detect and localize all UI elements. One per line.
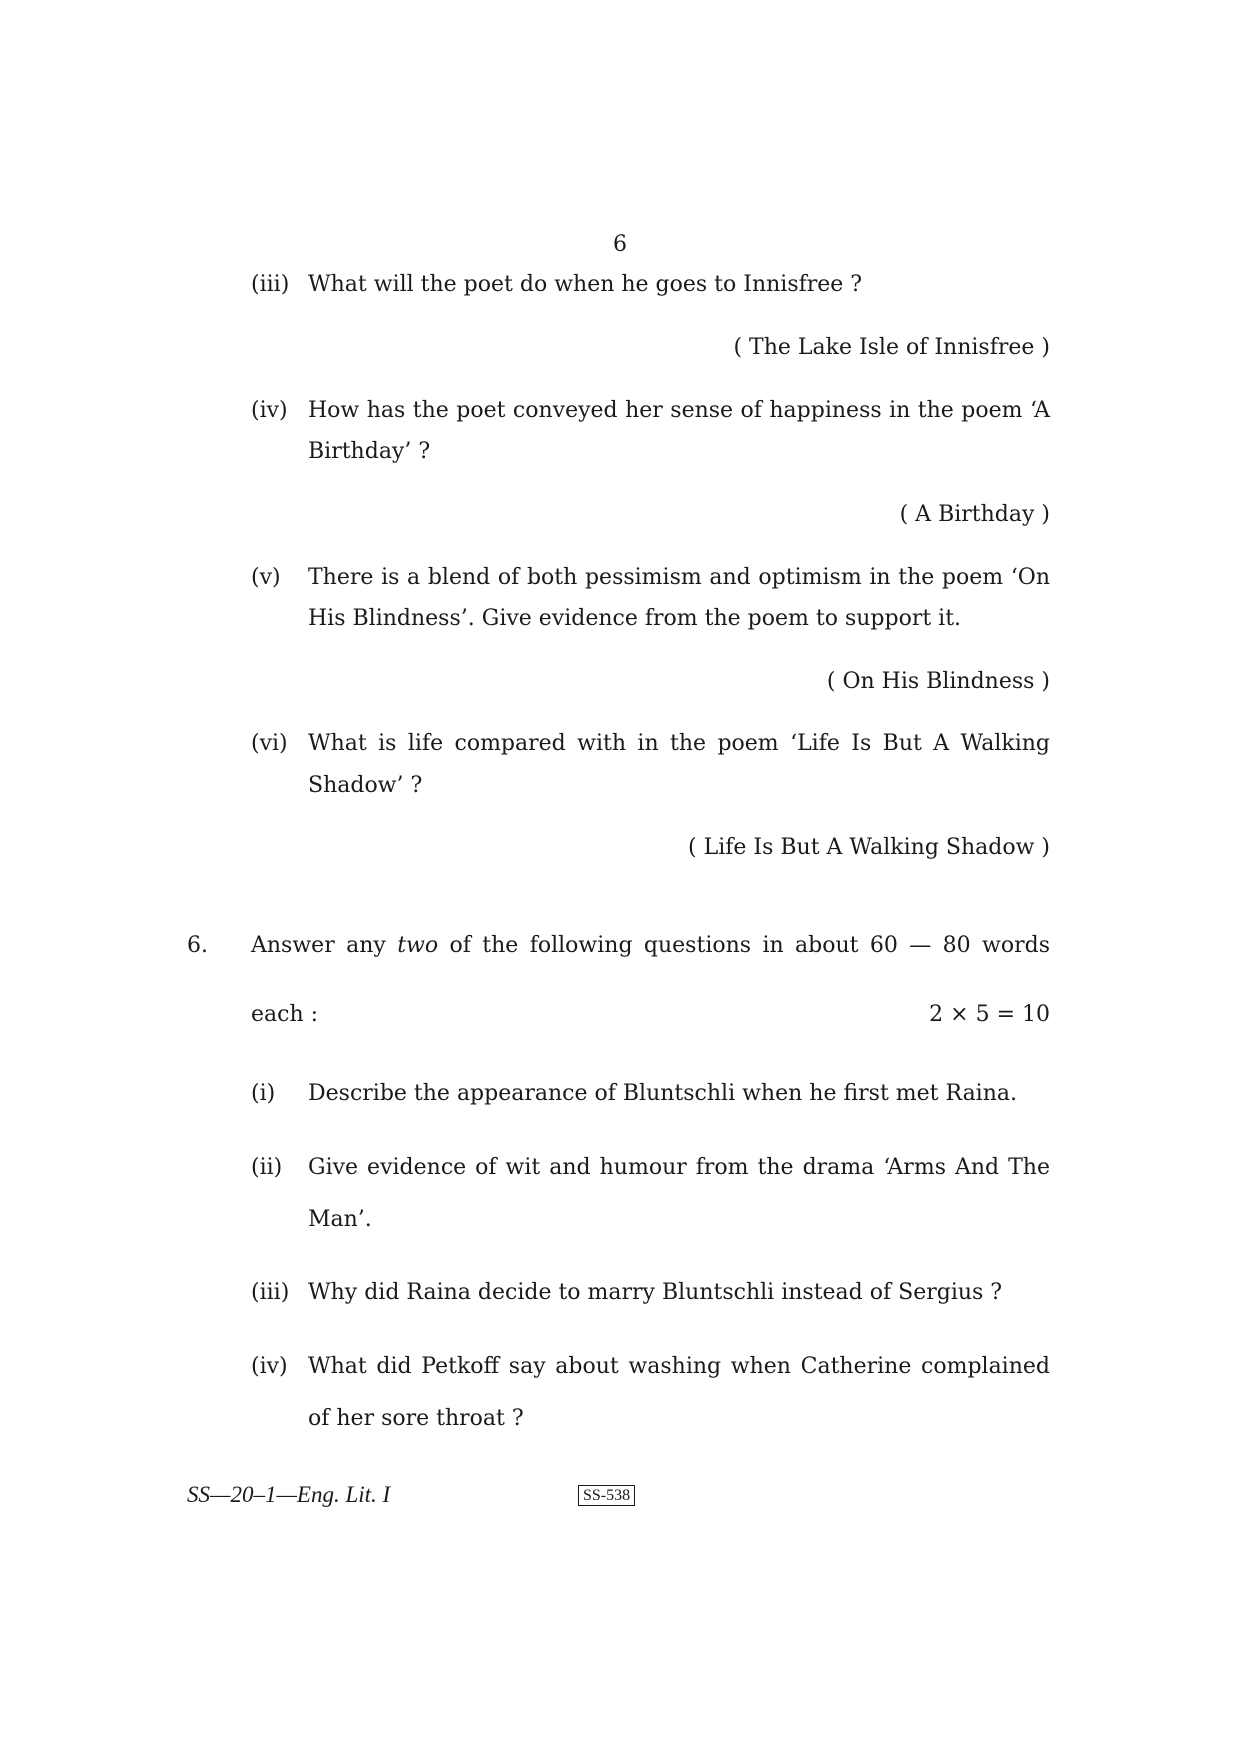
question-text: His Blindness’. Give evidence from the poem to support it. (308, 606, 962, 631)
item-number: (v) (251, 565, 281, 590)
question-text: Give evidence of wit and humour from the drama ‘Arms And The (308, 1155, 1050, 1180)
question-text: Why did Raina decide to marry Bluntschli instead of Sergius ? (308, 1280, 1003, 1305)
item-number: (iv) (251, 1354, 288, 1379)
question-text: What is life compared with in the poem ‘Life Is But A Walking (308, 731, 1050, 756)
item-number: (ii) (251, 1155, 283, 1180)
question-number: 6. (187, 933, 208, 958)
question-instruction-continued: each : (251, 1002, 319, 1027)
question-text: What will the poet do when he goes to Innisfree ? (308, 272, 863, 297)
question-text: Shadow’ ? (308, 773, 423, 798)
instruction-emphasis: two (397, 933, 439, 958)
page-number: 6 (613, 232, 627, 257)
question-text: Describe the appearance of Bluntschli when he first met Raina. (308, 1081, 1017, 1106)
item-number: (vi) (251, 731, 288, 756)
paper-code: SS—20–1—Eng. Lit. I (187, 1482, 391, 1507)
marks-allocation: 2 × 5 = 10 (929, 1002, 1050, 1027)
question-text: How has the poet conveyed her sense of happiness in the poem ‘A (308, 398, 1050, 423)
item-number: (iv) (251, 398, 288, 423)
question-text: Man’. (308, 1207, 372, 1232)
question-text: There is a blend of both pessimism and optimism in the poem ‘On (308, 565, 1050, 590)
question-instruction (251, 933, 1050, 958)
item-number: (iii) (251, 1280, 290, 1305)
question-text: What did Petkoff say about washing when Catherine complained (308, 1354, 1050, 1379)
poem-source: ( Life Is But A Walking Shadow ) (688, 835, 1050, 860)
series-code-box: SS-538 (578, 1485, 635, 1506)
question-text: of her sore throat ? (308, 1406, 524, 1431)
poem-source: ( On His Blindness ) (826, 669, 1050, 694)
item-number: (iii) (251, 272, 290, 297)
item-number: (i) (251, 1081, 276, 1106)
poem-source: ( A Birthday ) (899, 502, 1050, 527)
instruction-text: of the following questions in about 60 — 80 words (438, 933, 1050, 958)
question-text: Birthday’ ? (308, 439, 431, 464)
poem-source: ( The Lake Isle of Innisfree ) (733, 335, 1050, 360)
instruction-text: Answer any (251, 933, 398, 958)
